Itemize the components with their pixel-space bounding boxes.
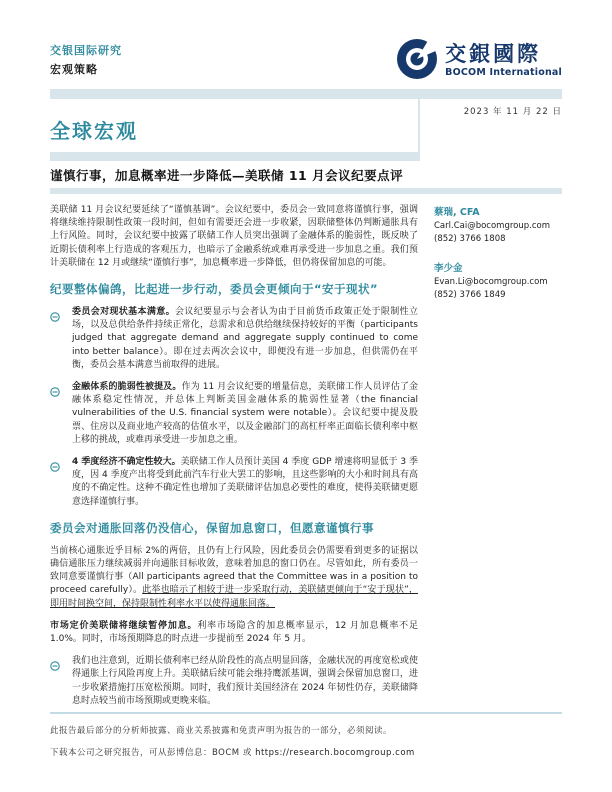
inflation-paragraph — [50, 545, 418, 611]
report-date: 2023 年 11 月 22 日 — [463, 107, 562, 117]
analyst-name: 李少金 — [434, 263, 463, 274]
footer-disclosure-note: 此报告最后部分的分析师披露、商业关系披露和免责声明为报告的一部分，必须阅读。 — [50, 726, 393, 736]
bullet-text — [72, 456, 418, 509]
section2-heading: 委员会对通胀回落仍没信心，保留加息窗口，但愿意谨慎行事 — [50, 520, 374, 535]
bullet-lead: 4 季度经济不确定性较大。 — [72, 457, 181, 468]
closing-bullet-text: 我们也注意到，近期长债利率已经从阶段性的高点明显回落，金融状况的再度宽松或使得通胀上行风险再度上升。美联储后续可能会维持鹰派基调，强调会保留加息窗口，进一步收紧措施打压宽松预期。同时，我们预计美国经济在 2024 年韧性仍存，美联储降息时点较当前市场预期或更晚来临。 — [72, 656, 418, 706]
bullet-item — [50, 655, 418, 708]
date-column — [418, 99, 562, 161]
page-header — [50, 38, 562, 84]
analyst-sidebar — [418, 204, 562, 708]
analyst-card — [434, 204, 562, 244]
bocom-logo-icon — [396, 38, 438, 84]
analyst-card — [434, 260, 562, 300]
bullet-detail: 作为 11 月会议纪要的增量信息，美联储工作人员评估了金融体系稳定性情况，并总体上判断美国金融体系的脆弱性显著（the financial vulnerabilities of the U.S. financial system were notable）。会议纪要中提及股票、住房以及商业地产较高的估值水平，以及金融部门的高杠杆率正面临长债利率中枢上移的挑战，或难再承受进一步加息之重。 — [72, 382, 418, 445]
section-title: 全球宏观 — [50, 119, 138, 143]
analyst-email-link[interactable]: Evan.Li@bocomgroup.com — [434, 277, 548, 287]
main-column — [50, 204, 418, 708]
circled-dash-bullet-icon — [50, 456, 72, 509]
analyst-phone: (852) 3766 1849 — [434, 290, 506, 300]
bullet-lead: 委员会对现状基本满意。 — [72, 307, 175, 318]
header-divider-band — [50, 89, 562, 99]
section1-heading: 纪要整体偏鸽，比起进一步行动，委员会更倾向于“安于现状” — [50, 282, 379, 297]
report-category: 宏观策略 — [50, 63, 98, 76]
footer-download-prefix: 下载本公司之研究报告，可从彭博信息：BOCM 或 — [50, 748, 256, 758]
footer-download-note — [50, 746, 562, 758]
circled-dash-bullet-icon — [50, 655, 72, 708]
title-underline-band — [50, 152, 418, 161]
inflation-paragraph-normal: 当前核心通胀近乎目标 2%的两倍，且仍有上行风险，因此委员会仍需要看到更多的证据以确信通胀压力继续减弱并向通胀目标收敛，意味着加息的窗口仍在。尽管如此，所有委员一致同意要谨慎行事（All participants agreed that the Committee was in a position to proceed carefully）。 — [50, 545, 418, 596]
analyst-email-link[interactable]: Carl.Cai@bocomgroup.com — [434, 221, 550, 231]
market-pricing-paragraph — [50, 620, 418, 646]
bullet-detail: 美联储工作人员预计美国 4 季度 GDP 增速将明显低于 3 季度，因 4 季度产出将受到此前汽车行业大罢工的影响，且这些影响的大小和时间具有高度的不确定性。这种不确定性也增加了美联储评估加息必要性的难度，使得美联储更愿意选择谨慎行事。 — [72, 457, 418, 507]
bullet-item — [50, 381, 418, 447]
circled-dash-bullet-icon — [50, 306, 72, 372]
report-headline: 谨慎行事，加息概率进一步降低—美联储 11 月会议纪要点评 — [50, 168, 404, 183]
analyst-name: 蔡瑞, CFA — [434, 207, 480, 218]
inflation-paragraph-underlined: 此举也暗示了相较于进一步采取行动，美联储更倾向于“安于现状”，即用时间换空间，保持限制性利率水平以使得通胀回落。 — [50, 585, 418, 609]
circled-dash-bullet-icon — [50, 381, 72, 447]
footer-divider — [50, 712, 562, 714]
intro-paragraph: 美联储 11 月会议纪要延续了“谨慎基调”。会议纪要中，委员会一致同意将谨慎行事，强调将继续维持限制性政策一段时间，但如有需要还会进一步收紧，因联储整体仍判断通胀具有上行风险。同时，会议纪要中披露了联储工作人员突出强调了金融体系的脆弱性，既反映了近期长债利率上行造成的客观压力，也暗示了金融系统或难再承受进一步加息之重。我们预计美联储在 12 月或继续“谨慎行事”，加息概率进一步降低，但仍将保留加息的可能。 — [50, 205, 418, 268]
logo-text — [445, 44, 562, 78]
market-pricing-detail: 利率市场隐含的加息概率显示，12 月加息概率不足 1.0%。同时，市场预期降息的时点进一步提前至 2024 年 5 月。 — [50, 620, 418, 645]
bullet-text — [72, 381, 418, 447]
bullet-item — [50, 306, 418, 372]
title-row — [50, 99, 562, 161]
org-block — [50, 38, 122, 77]
analyst-phone: (852) 3766 1808 — [434, 234, 506, 244]
company-logo — [396, 38, 562, 84]
bullet-text — [72, 306, 418, 372]
logo-name-cn: 交銀國際 — [445, 42, 542, 66]
bullet-item — [50, 456, 418, 509]
bullet-lead: 金融体系的脆弱性被提及。 — [72, 382, 182, 393]
content-row — [50, 204, 562, 708]
research-site-link[interactable]: https://research.bocomgroup.com — [255, 748, 415, 758]
logo-name-en: BOCOM International — [445, 67, 562, 78]
title-left — [50, 99, 418, 161]
headline-underline-band — [50, 188, 562, 194]
market-pricing-lead: 市场定价美联储将继续暂停加息。 — [50, 620, 198, 631]
page-footer — [50, 712, 562, 758]
org-name: 交银国际研究 — [50, 44, 122, 57]
bullet-detail: 会议纪要显示与会者认为由于目前货币政策正处于限制性立场，以及总供给条件持续正常化，总需求和总供给继续保持较好的平衡（participants judged that aggregate demand and aggregate supply continued to come into better balance）。即在过去两次会议中，即便没有进一步加息，但供需仍在平衡，委员会基本满意当前取得的进展。 — [72, 307, 418, 370]
